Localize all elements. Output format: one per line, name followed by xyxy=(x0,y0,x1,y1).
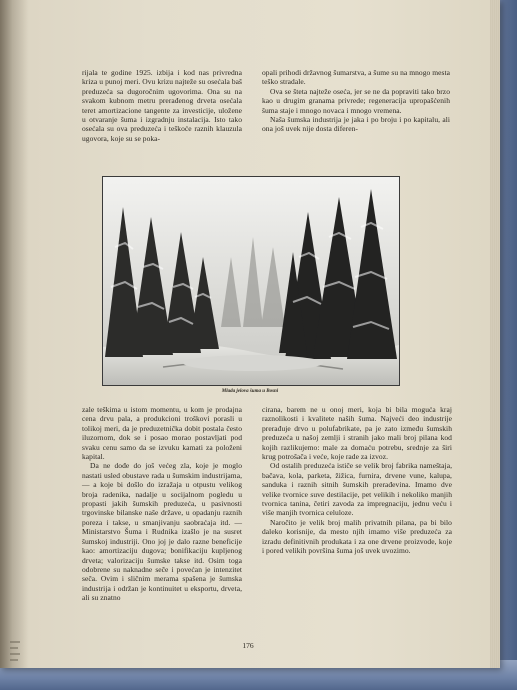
page-edges xyxy=(490,0,500,668)
paragraph: Ova se šteta najteže oseća, jer se ne da popraviti tako brzo kao u drugim granama privrede; regeneracija upropašćenih šuma staje i mnogo novaca i mnogo vremena. xyxy=(262,86,450,115)
photo-caption: Mlada jelova šuma u Bosni xyxy=(221,389,279,394)
paragraph: cirana, barem ne u onoj meri, koja bi bila moguća kraj raznolikosti i kvalitete naših šuma. Najveći deo industrije prerađuje drvo u polufabrikate, pa je zato između šumskih preduzeća u našoj zemlji i stranih jako mali broj pilana kod kojih razlikujemo: male za domaću potrebu, srednje za širi krug potrošača i veće, koje rade za izvoz. xyxy=(262,405,452,462)
snowy-fir-forest-image xyxy=(103,177,399,385)
paragraph: zale teškima u istom momentu, u kom je prodajna cena drvu pala, a produkcioni troškovi porasli u tolikoj meri, da je preduzetnička dobit postala često iluzornom, dok se i posao morao postavljati pod svaku cenu samo da se izvuku kamati za položeni kapital. xyxy=(82,405,242,462)
page-number: 176 xyxy=(242,641,254,650)
paragraph: rijala te godine 1925. izbija i kod nas privredna kriza u punoj meri. Ovu krizu najteže su osećala baš preduzeća sa dugoročnim ugovorima. Ona su na svakom kubnom metru prerađenog drveta osećala teret amortizacione tangente za investicije, uložene u otvaranje šuma i izgradnju instalacija. Isto tako osećala su ova preduzeća i teškoće raznih klauzula ugovora, koje su se poka- xyxy=(82,68,242,143)
text-column-top-right xyxy=(262,68,450,134)
gutter-shadow xyxy=(0,0,28,668)
text-column-bottom-left xyxy=(82,405,242,603)
forest-photo xyxy=(102,176,400,386)
paragraph: Od ostalih preduzeća ističe se velik broj fabrika nameštaja, bačava, kola, parketa, žižica, furnira, drvene vune, kalupa, sanduka i raznih sitnih šumskih prerađevina. Imamo dve velike tvornice suve destilacije, pet velikih i nekoliko manjih tvornica tanina, četiri zavoda za impregnaciju, jednu veću i više manjih tvornica celuloze. xyxy=(262,461,452,518)
margin-ruler-marks xyxy=(8,640,22,668)
paragraph: Naročito je velik broj malih privatnih pilana, pa bi bilo daleko korisnije, da mesto njih imamo više preduzeća za izradu definitivnih produkata i za one drvene proizvode, koje i pored velikih površina šuma još uvek uvozimo. xyxy=(262,517,452,556)
text-column-top-left xyxy=(82,68,242,143)
text-column-bottom-right xyxy=(262,405,452,556)
paragraph: Naša šumska industrija je jaka i po broju i po kapitalu, ali ona još uvek nije dosta diferen- xyxy=(262,115,450,134)
paragraph: Da ne dođe do još većeg zla, koje je moglo nastati usled obustave rada u šumskim industrijama, — a koje bi došlo do izražaja u otpustu velikog broja radenika, nadalje u socijalnom pogledu u propasti jakih šumskih preduzeća, u pasivnosti trgovinske bilanske naše države, u opadanju raznih poreza i takse, u smanjivanju saobraćaja itd. — Ministarstvo Šuma i Rudnika izašlo je na susret šumskoj industriji. Ono joj je dalo razne beneficije kao: amortizaciju dugova; bonifikaciju kupljenog drveta; valorizaciju šumske takse itd. Osim toga odobrene su naknadne seče i povećan je intenzitet seča. Ovim i sličnim merama spašena je šumska industrija i održan je kontinuitet u eksportu, drveta, ali su znatno xyxy=(82,461,242,603)
paragraph: opali prihodi državnog šumarstva, a šume su na mnogo mesta teško stradale. xyxy=(262,68,450,87)
